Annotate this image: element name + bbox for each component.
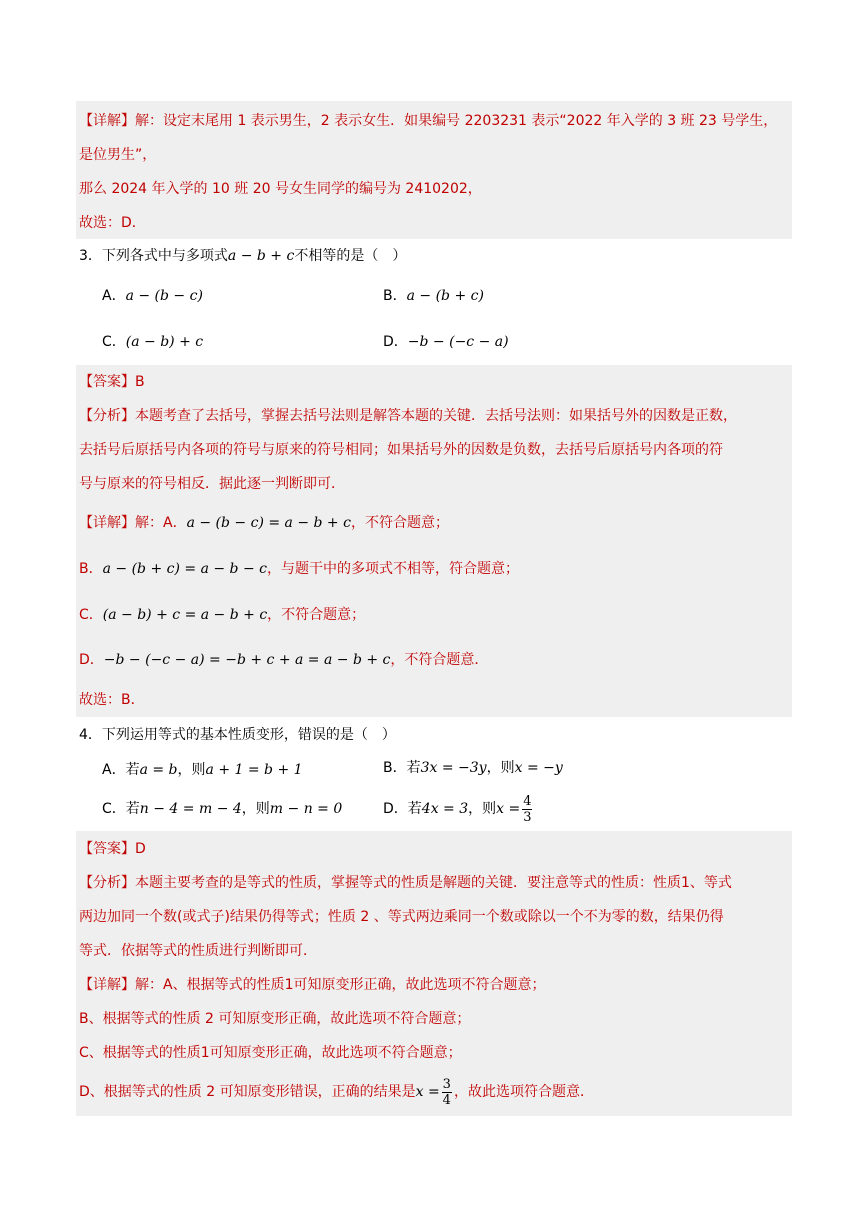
detail-line-d <box>79 650 488 670</box>
detail-line-4: 故选：D． <box>79 215 146 231</box>
q4-option-d <box>383 790 534 828</box>
q4-option-a <box>102 760 303 780</box>
solution-block-q4 <box>76 831 792 1116</box>
q4-option-b <box>383 758 563 778</box>
conclusion-line: 故选：B． <box>79 692 145 708</box>
q4-c-math1: n − 4 = m − 4 <box>139 801 242 817</box>
detail-a-post: ，不符合题意； <box>350 515 449 531</box>
detail-d-math: −b − (−c − a) = −b + c + a = a − b + c <box>103 652 391 668</box>
q4-option-c <box>102 799 342 819</box>
analysis-line-1: 【分析】本题考查了去括号，掌握去括号法则是解答本题的关键．去括号法则：如果括号外的因数是正数， <box>79 408 737 424</box>
q3-option-c-label: C． <box>102 334 126 350</box>
detail-line-3: C、根据等式的性质1可知原变形正确，故此选项不符合题意； <box>79 1045 462 1061</box>
detail-4-pre: D、根据等式的性质 2 可知原变形错误，正确的结果是 <box>79 1084 416 1100</box>
q4-a-math1: a = b <box>139 762 178 778</box>
analysis-line-2: 去括号后原括号内各项的符号与原来的符号相同；如果括号外的因数是负数，去括号后原括号内各项的符 <box>79 442 723 458</box>
detail-4-numerator: 3 <box>442 1076 451 1092</box>
detail-line-c <box>79 605 365 625</box>
q3-option-d-label: D． <box>383 334 408 350</box>
q3-option-c-math: (a − b) + c <box>125 334 204 350</box>
solution-block-q3 <box>76 365 792 717</box>
q4-d-mid: ，则 <box>468 801 497 817</box>
q3-option-d <box>383 332 509 352</box>
detail-d-pre: D． <box>79 652 104 668</box>
detail-b-math: a − (b + c) = a − b − c <box>102 561 267 577</box>
q4-b-math2: x = −y <box>514 760 563 776</box>
q3-option-b-math: a − (b + c) <box>406 288 484 304</box>
analysis-line-1: 【分析】本题主要考查的是等式的性质，掌握等式的性质是解题的关键．要注意等式的性质：性质1、等式 <box>79 875 732 891</box>
q3-option-d-math: −b − (−c − a) <box>407 334 509 350</box>
answer-line: 【答案】D <box>79 841 146 857</box>
solution-block-q2 <box>76 101 792 239</box>
q4-c-label: C．若 <box>102 801 140 817</box>
detail-b-post: ，与题干中的多项式不相等，符合题意； <box>267 561 519 577</box>
detail-4-fraction <box>442 1078 452 1107</box>
q3-stem-math: a − b + c <box>227 248 295 264</box>
answer-line: 【答案】B <box>79 374 145 390</box>
detail-line-1: 【详解】解：设定末尾用 1 表示男生，2 表示女生．如果编号 2203231 表示“2022 年入学的 3 班 23 号学生， <box>79 113 778 129</box>
question-3-stem <box>79 246 406 266</box>
q4-d-fraction <box>522 795 532 824</box>
detail-c-pre: C． <box>79 607 103 623</box>
q4-b-math1: 3x = −3y <box>420 760 487 776</box>
detail-a-pre: 【详解】解：A． <box>79 515 187 531</box>
q4-a-label: A．若 <box>102 762 140 778</box>
q4-c-mid: ，则 <box>241 801 270 817</box>
detail-c-post: ，不符合题意； <box>267 607 366 623</box>
detail-line-4 <box>79 1073 594 1111</box>
q3-stem-post: 不相等的是（ ） <box>294 248 407 264</box>
detail-a-math: a − (b − c) = a − b + c <box>186 515 351 531</box>
q4-a-mid: ，则 <box>177 762 206 778</box>
q4-d-label: D．若 <box>383 801 422 817</box>
detail-line-2: 是位男生”， <box>79 147 157 163</box>
detail-4-post: ，故此选项符合题意． <box>453 1084 594 1100</box>
q4-c-math2: m − n = 0 <box>269 801 343 817</box>
detail-d-post: ，不符合题意． <box>390 652 489 668</box>
q4-d-denominator: 3 <box>523 809 532 825</box>
q4-b-mid: ，则 <box>486 760 515 776</box>
analysis-line-2: 两边加同一个数(或式子)结果仍得等式；性质 2 、等式两边乘同一个数或除以一个不为零的数，结果仍得 <box>79 909 724 925</box>
q4-a-math2: a + 1 = b + 1 <box>205 762 303 778</box>
q3-option-a-math: a − (b − c) <box>125 288 203 304</box>
q4-d-math1: 4x = 3 <box>421 801 469 817</box>
detail-line-b <box>79 559 519 579</box>
q4-d-numerator: 4 <box>523 793 532 809</box>
analysis-line-3: 号与原来的符号相反．据此逐一判断即可． <box>79 476 345 492</box>
detail-4-math: x = <box>415 1084 440 1100</box>
detail-line-1: 【详解】解：A、根据等式的性质1可知原变形正确，故此选项不符合题意； <box>79 977 546 993</box>
q3-option-b <box>383 286 484 306</box>
detail-c-math: (a − b) + c = a − b + c <box>102 607 268 623</box>
q4-b-label: B．若 <box>383 760 421 776</box>
detail-line-2: B、根据等式的性质 2 可知原变形正确，故此选项不符合题意； <box>79 1011 471 1027</box>
q4-d-math2: x = <box>496 801 521 817</box>
q3-option-c <box>102 332 203 352</box>
question-4-stem: 4．下列运用等式的基本性质变形，错误的是（ ） <box>79 727 396 743</box>
q3-option-b-label: B． <box>383 288 407 304</box>
detail-b-pre: B． <box>79 561 103 577</box>
detail-line-3: 那么 2024 年入学的 10 班 20 号女生同学的编号为 2410202， <box>79 181 482 197</box>
detail-line-a <box>79 513 449 533</box>
q3-option-a-label: A． <box>102 288 126 304</box>
detail-4-denominator: 4 <box>442 1092 451 1108</box>
q3-option-a <box>102 286 203 306</box>
analysis-line-3: 等式．依据等式的性质进行判断即可． <box>79 943 317 959</box>
q3-stem-pre: 3．下列各式中与多项式 <box>79 248 228 264</box>
